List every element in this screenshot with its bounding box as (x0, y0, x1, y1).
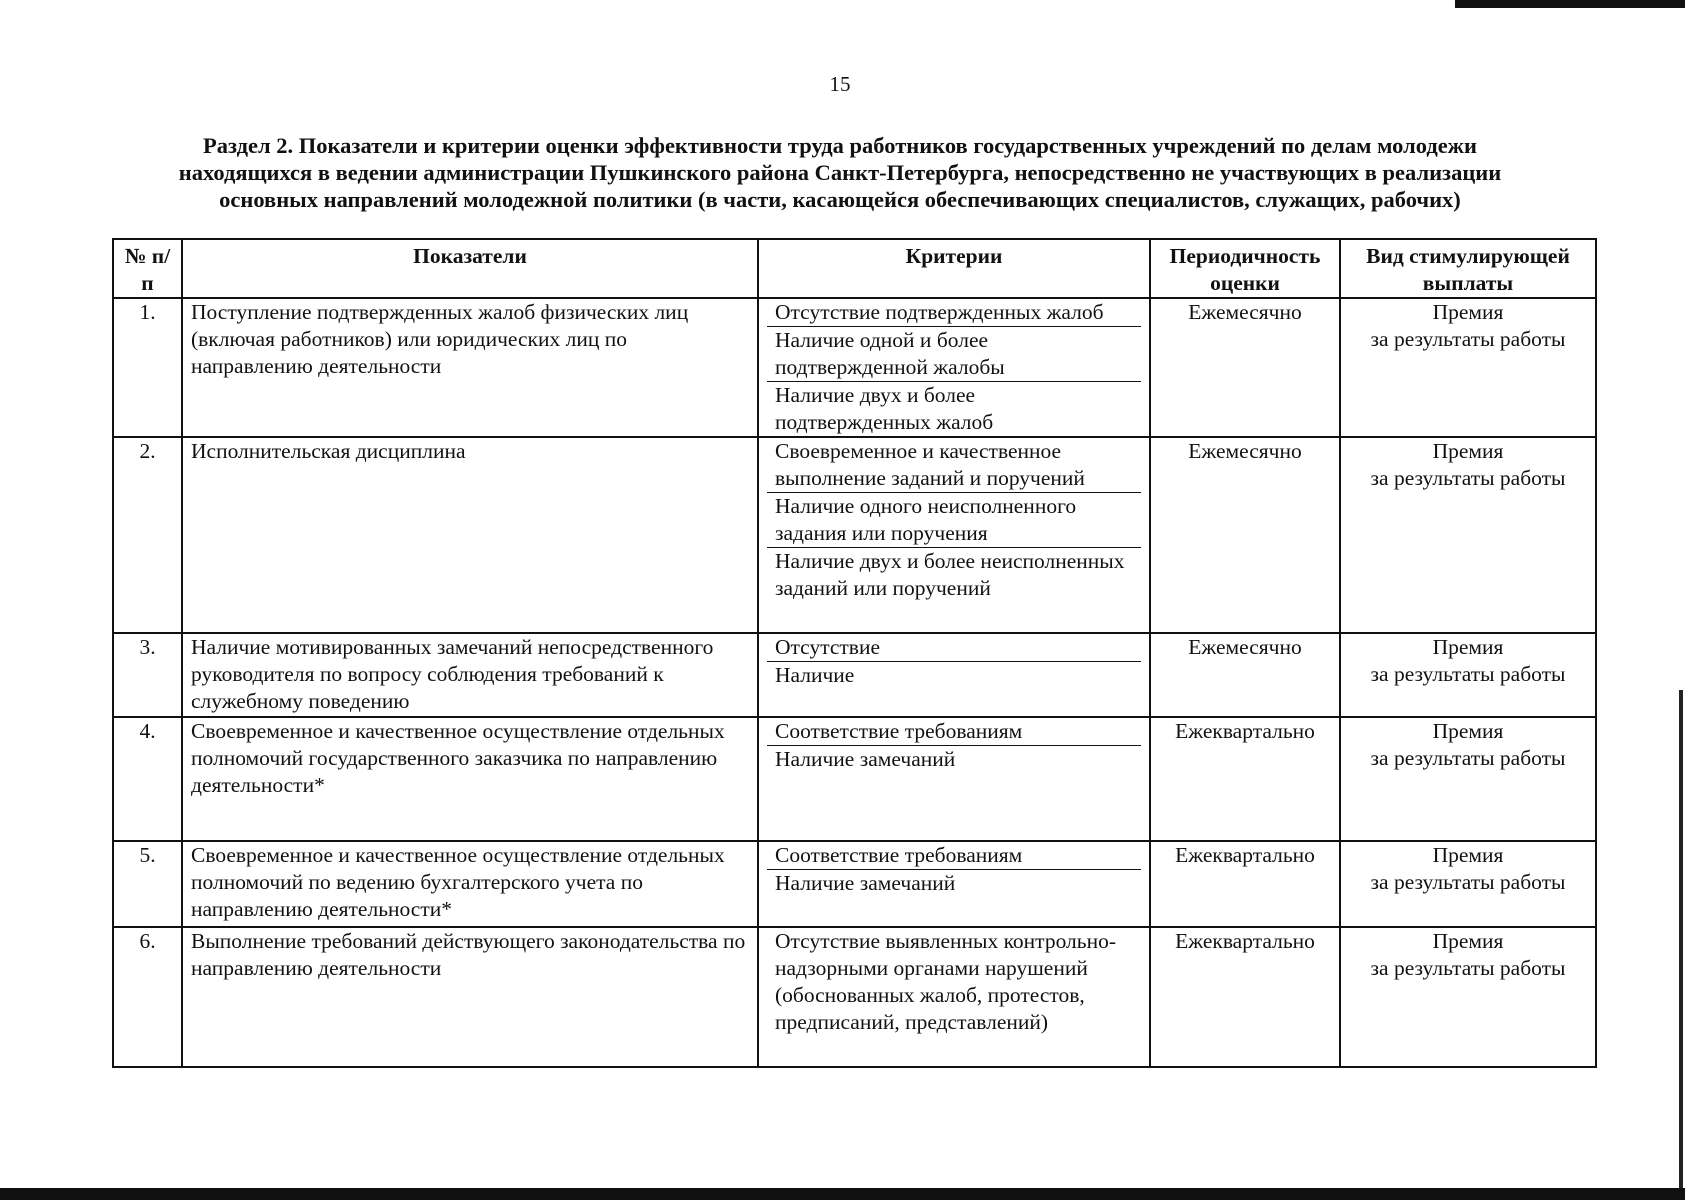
periodicity-cell: Ежеквартально (1150, 717, 1340, 841)
payment-cell (1340, 841, 1596, 927)
payment-type: Премия (1432, 719, 1504, 743)
criteria-cell (758, 633, 1150, 717)
periodicity-cell: Ежемесячно (1150, 298, 1340, 437)
criterion-item: Своевременное и качественное выполнение заданий и поручений (775, 439, 1085, 490)
scan-edge-bottom (0, 1188, 1685, 1200)
title-line: Раздел 2. Показатели и критерии оценки эффективности труда работников государственных учреждений по делам молодежи (203, 133, 1477, 158)
payment-reason: за результаты работы (1370, 870, 1566, 894)
criteria-table (112, 238, 1597, 1068)
criterion-item: Наличие двух и более неисполненных заданий или поручений (767, 547, 1141, 602)
criterion-item: Наличие замечаний (767, 869, 1141, 897)
payment-cell (1340, 717, 1596, 841)
scan-edge-top (1455, 0, 1685, 8)
table-row (113, 298, 1596, 437)
row-number: 4. (113, 717, 182, 841)
payment-type: Премия (1432, 635, 1504, 659)
periodicity-cell: Ежеквартально (1150, 927, 1340, 1067)
indicator-cell: Поступление подтвержденных жалоб физических лиц (включая работников) или юридических лиц по направлению деятельности (182, 298, 758, 437)
periodicity-cell: Ежеквартально (1150, 841, 1340, 927)
header-periodicity: Периодичность оценки (1150, 239, 1340, 298)
indicator-cell: Исполнительская дисциплина (182, 437, 758, 633)
page-number: 15 (829, 72, 851, 96)
payment-reason: за результаты работы (1370, 662, 1566, 686)
table-row (113, 927, 1596, 1067)
indicator-cell: Выполнение требований действующего законодательства по направлению деятельности (182, 927, 758, 1067)
criteria-cell (758, 927, 1150, 1067)
header-payment: Вид стимулирующей выплаты (1340, 239, 1596, 298)
criteria-cell (758, 298, 1150, 437)
payment-reason: за результаты работы (1370, 956, 1566, 980)
table-row (113, 841, 1596, 927)
criterion-item: Наличие замечаний (767, 745, 1141, 773)
row-number: 5. (113, 841, 182, 927)
criterion-item: Отсутствие выявленных контрольно-надзорными органами нарушений (обоснованных жалоб, протестов, предписаний, представлений) (775, 929, 1117, 1034)
row-number: 6. (113, 927, 182, 1067)
row-number: 1. (113, 298, 182, 437)
payment-cell (1340, 633, 1596, 717)
payment-type: Премия (1432, 439, 1504, 463)
criterion-item: Наличие двух и более подтвержденных жалоб (767, 381, 1141, 436)
table-header-row (113, 239, 1596, 298)
criterion-item: Наличие одного неисполненного задания или поручения (767, 492, 1141, 547)
criteria-cell (758, 437, 1150, 633)
criteria-cell (758, 717, 1150, 841)
periodicity-cell: Ежемесячно (1150, 437, 1340, 633)
payment-type: Премия (1432, 300, 1504, 324)
table-row (113, 437, 1596, 633)
header-criteria: Критерии (758, 239, 1150, 298)
criterion-item: Наличие одной и более подтвержденной жалобы (767, 326, 1141, 381)
table-row (113, 633, 1596, 717)
indicator-cell: Своевременное и качественное осуществление отдельных полномочий по ведению бухгалтерского учета по направлению деятельности* (182, 841, 758, 927)
payment-cell (1340, 437, 1596, 633)
header-indicator: Показатели (182, 239, 758, 298)
title-line: находящихся в ведении администрации Пушкинского района Санкт-Петербурга, непосредственно не участвующих в реализации (178, 160, 1502, 185)
criterion-item: Отсутствие подтвержденных жалоб (775, 300, 1104, 324)
indicator-cell: Наличие мотивированных замечаний непосредственного руководителя по вопросу соблюдения требований к служебному поведению (182, 633, 758, 717)
section-title (120, 132, 1560, 213)
criterion-item: Отсутствие (775, 635, 880, 659)
payment-reason: за результаты работы (1370, 466, 1566, 490)
payment-reason: за результаты работы (1370, 746, 1566, 770)
criterion-item: Наличие (767, 661, 1141, 689)
payment-reason: за результаты работы (1370, 327, 1566, 351)
criterion-item: Соответствие требованиям (775, 843, 1023, 867)
row-number: 2. (113, 437, 182, 633)
periodicity-cell: Ежемесячно (1150, 633, 1340, 717)
payment-type: Премия (1432, 843, 1504, 867)
payment-type: Премия (1432, 929, 1504, 953)
payment-cell (1340, 298, 1596, 437)
scan-edge-right (1679, 690, 1683, 1190)
criterion-item: Соответствие требованиям (775, 719, 1023, 743)
table-row (113, 717, 1596, 841)
row-number: 3. (113, 633, 182, 717)
payment-cell (1340, 927, 1596, 1067)
title-line: основных направлений молодежной политики (в части, касающейся обеспечивающих специалистов, служащих, рабочих) (219, 187, 1461, 212)
header-num: № п/п (113, 239, 182, 298)
indicator-cell: Своевременное и качественное осуществление отдельных полномочий государственного заказчика по направлению деятельности* (182, 717, 758, 841)
criteria-cell (758, 841, 1150, 927)
